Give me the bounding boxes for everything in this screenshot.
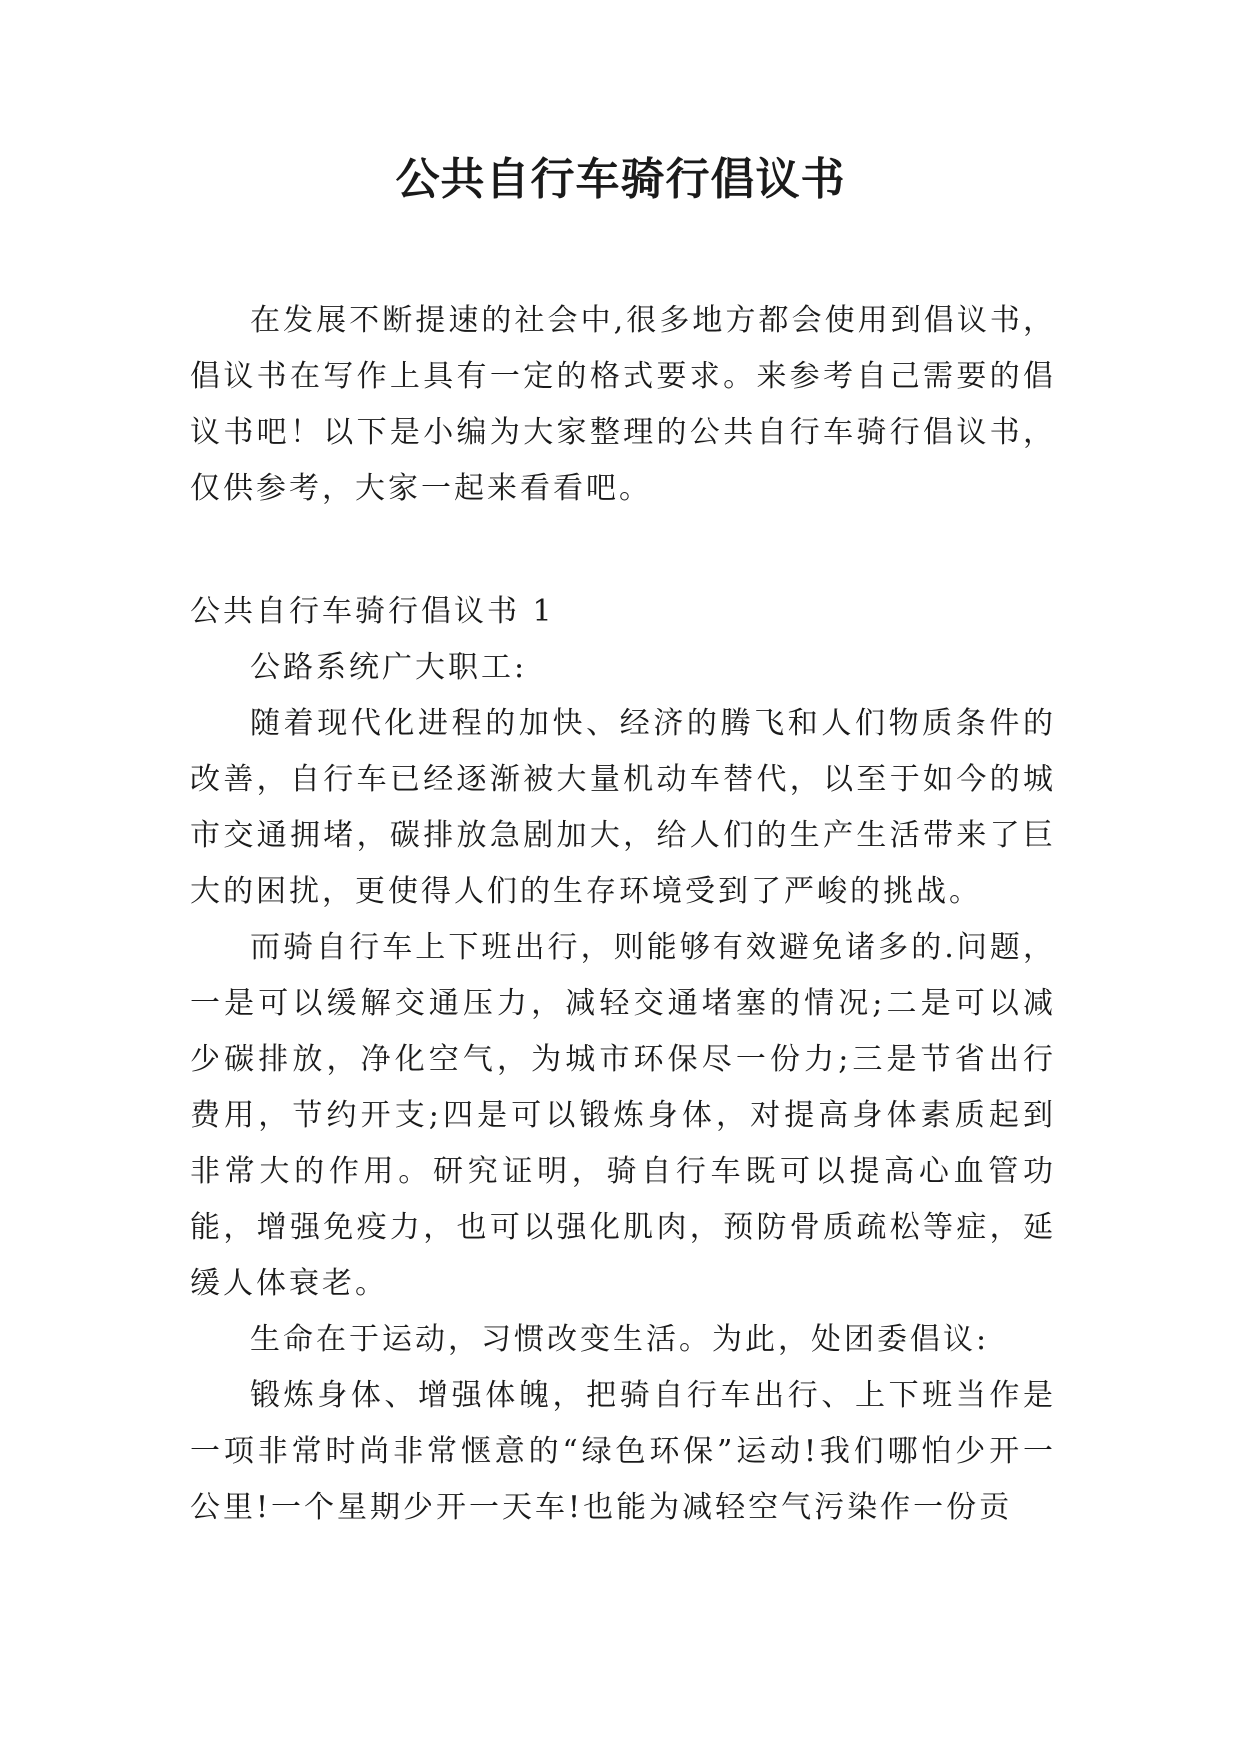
body-paragraph-2: 而骑自行车上下班出行，则能够有效避免诸多的.问题，一是可以缓解交通压力，减轻交通堵塞的情况;二是可以减少碳排放，净化空气，为城市环保尽一份力;三是节省出行费用，节约开支;四是可以锻炼身体，对提高身体素质起到非常大的作用。研究证明，骑自行车既可以提高心血管功能，增强免疫力，也可以强化肌肉，预防骨质疏松等症，延缓人体衰老。: [190, 930, 1056, 1301]
intro-block: [190, 293, 1056, 517]
body-paragraph-4: 锻炼身体、增强体魄，把骑自行车出行、上下班当作是一项非常时尚非常惬意的“绿色环保”运动!我们哪怕少开一公里!一个星期少开一天车!也能为减轻空气污染作一份贡: [190, 1378, 1056, 1525]
salutation: 公路系统广大职工:: [250, 650, 528, 685]
document-title: 公共自行车骑行倡议书: [395, 154, 846, 205]
section-heading: 公共自行车骑行倡议书 1: [190, 594, 555, 629]
intro-paragraph: 在发展不断提速的社会中,很多地方都会使用到倡议书，倡议书在写作上具有一定的格式要求。来参考自己需要的倡议书吧！以下是小编为大家整理的公共自行车骑行倡议书，仅供参考，大家一起来看看吧。: [190, 303, 1056, 506]
main-content: [190, 584, 1056, 1536]
body-paragraph-1: 随着现代化进程的加快、经济的腾飞和人们物质条件的改善，自行车已经逐渐被大量机动车替代，以至于如今的城市交通拥堵，碳排放急剧加大，给人们的生产生活带来了巨大的困扰，更使得人们的生存环境受到了严峻的挑战。: [190, 706, 1056, 909]
body-paragraph-3: 生命在于运动，习惯改变生活。为此，处团委倡议:: [250, 1322, 990, 1357]
